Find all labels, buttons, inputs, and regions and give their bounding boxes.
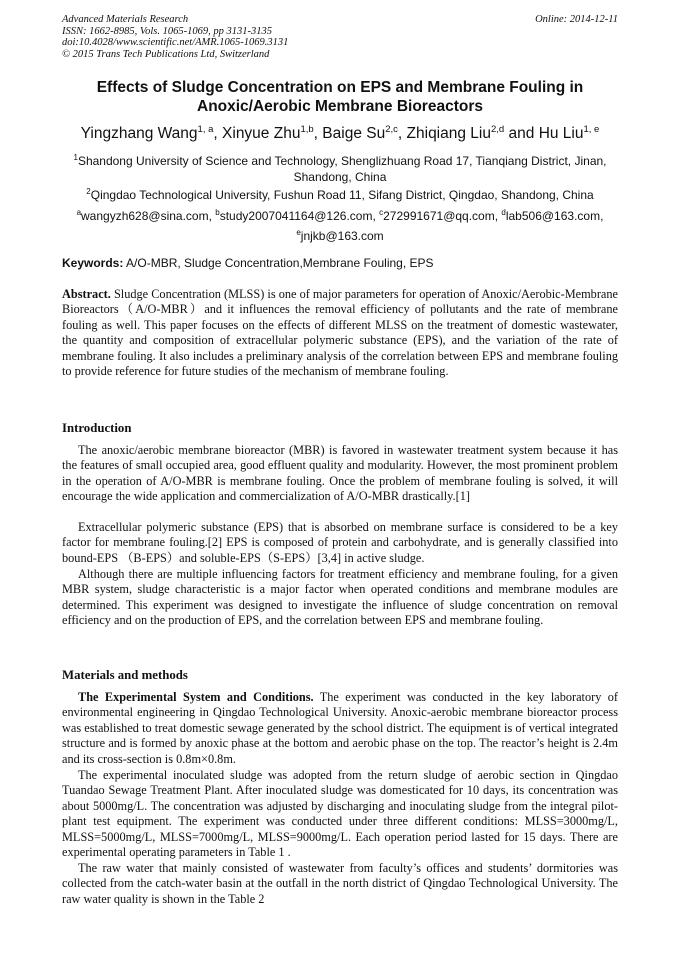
author: Yingzhang Wang [80, 125, 198, 143]
intro-paragraph-3: Although there are multiple influencing factors for treatment efficiency and membrane fouling, for a given MBR system, sludge characteristic is a major factor when operated conditions and membrane modules are determined. This experiment was designed to investigate the influence of sludge concentration on removal efficiency and on the production of EPS, and the correlation between EPS and membrane fouling. [62, 567, 618, 628]
journal-name: Advanced Materials Research [62, 14, 189, 25]
author: Hu Liu [538, 125, 584, 143]
author: Xinyue Zhu [222, 125, 301, 143]
author-sup: 1,b [300, 124, 314, 135]
methods-paragraph-2: The experimental inoculated sludge was adopted from the return sludge of aerobic section in Qingdao Tuandao Sewage Treatment Plant. After inoculated sludge was domesticated for 10 days, its concentration was about 5000mg/L. The concentration was adjusted by discharging and inoculating sludge from the integral pilot-plant test equipment. The experiment was conducted under three different conditions: MLSS=3000mg/L, MLSS=5000mg/L, MLSS=7000mg/L, MLSS=9000mg/L. Each operation period lasted for 15 days. There are experimental operating parameters in Table 1 . [62, 768, 618, 860]
author-sup: 2,c [385, 124, 398, 135]
affiliation-text: Shandong University of Science and Technology, Shenglizhuang Road 17, Tianqiang District, Jinan, Shandong, China [77, 154, 607, 184]
email[interactable]: lab506@163.com, [505, 209, 604, 223]
email[interactable]: wangyzh628@sina.com, [81, 209, 216, 223]
email-sup: c [379, 208, 384, 217]
author: Baige Su [322, 125, 386, 143]
author-sep: , [313, 125, 323, 143]
methods-paragraph-3: The raw water that mainly consisted of wastewater from faculty’s offices and students’ dormitories was collected from the catch-water basin at the outfall in the north district of Qingdao Technological University. The raw water quality is shown in the Table 2 [62, 861, 618, 906]
author: Zhiqiang Liu [406, 125, 491, 143]
keywords-text: A/O-MBR, Sludge Concentration,Membrane Fouling, EPS [123, 256, 434, 270]
email-sup: a [76, 208, 82, 217]
abstract-text: Sludge Concentration (MLSS) is one of major parameters for operation of Anoxic/Aerobic-Membrane Bioreactors（A/O-MBR）and it influences the removal efficiency of pollutants and the rate of membrane fouling as well. This paper focuses on the effects of different MLSS on the treatment of domestic wastewater, the quantity and composition of extracellular polymeric substance (EPS), and the variation of the rate of membrane fouling. It also includes a preliminary analysis of the correlation between EPS and membrane fouling to provide reference for future studies of the mechanism of membrane fouling. [62, 287, 618, 379]
author-sep: , [397, 125, 407, 143]
author-list [62, 120, 618, 143]
methods-text-1: The experiment was conducted in the key laboratory of environmental engineering in Qingdao Technological University. Anoxic-aerobic membrane bioreactor process was established to treat domestic sewage generated by the school district. The equipment is of vertical integrated structure and is formed by anoxic phase at the bottom and aerobic phase on the top. The reactor’s height is 2.4m and its cross-section is 0.8m×0.8m. [62, 690, 618, 766]
author-sup: 2,d [490, 124, 505, 135]
abstract-label: Abstract. [62, 287, 111, 301]
introduction-heading: Introduction [62, 421, 132, 435]
affiliation-text: Qingdao Technological University, Fushun Road 11, Sifang District, Qingdao, Shandong, China [90, 188, 594, 202]
author-sup: 1, a [197, 124, 214, 135]
online-date: Online: 2014-12-11 [535, 14, 618, 25]
email[interactable]: 272991671@qq.com, [383, 209, 502, 223]
keywords [62, 256, 618, 271]
affiliation-1 [62, 150, 618, 185]
author-sep: and [504, 125, 539, 143]
email-sup: b [215, 208, 220, 217]
methods-heading: Materials and methods [62, 668, 188, 682]
author-sep: , [213, 125, 223, 143]
doi-line: doi:10.4028/www.scientific.net/AMR.1065-1069.3131 [62, 37, 289, 49]
author-sup: 1, e [583, 124, 600, 135]
email[interactable]: study2007041164@126.com, [219, 209, 380, 223]
issn-line: ISSN: 1662-8985, Vols. 1065-1069, pp 3131-3135 [62, 25, 272, 37]
email-list [62, 205, 618, 244]
affiliation-sup: 2 [86, 187, 91, 196]
methods-paragraph-1 [62, 690, 618, 767]
abstract [62, 287, 618, 379]
affiliation-2 [62, 184, 618, 204]
keywords-label: Keywords: [62, 256, 124, 270]
intro-paragraph-2: Extracellular polymeric substance (EPS) that is absorbed on membrane surface is considered to be a key factor for membrane fouling.[2] EPS is composed of protein and carbohydrate, and is generally classified into bound-EPS （B-EPS）and soluble-EPS（S-EPS）[3,4] in active sludge. [62, 520, 618, 565]
intro-paragraph-1: The anoxic/aerobic membrane bioreactor (MBR) is favored in wastewater treatment system because it has the features of small occupied area, good effluent quality and modularity. However, the most prominent problem in the operation of A/O-MBR is membrane fouling. Once the problem of membrane fouling is solved, it will encourage the wide application and commercialization of A/O-MBR drastically.[1] [62, 443, 618, 504]
journal-header [62, 14, 618, 60]
paper-title: Effects of Sludge Concentration on EPS and Membrane Fouling in Anoxic/Aerobic Membrane Bioreactors [96, 79, 584, 115]
email-sup: d [501, 208, 506, 217]
affiliation-sup: 1 [73, 153, 78, 162]
copyright-line: © 2015 Trans Tech Publications Ltd, Switzerland [62, 48, 270, 60]
email[interactable]: jnjkb@163.com [300, 228, 384, 243]
methods-subheading: The Experimental System and Conditions. [78, 690, 314, 704]
email-sup: e [296, 227, 301, 237]
